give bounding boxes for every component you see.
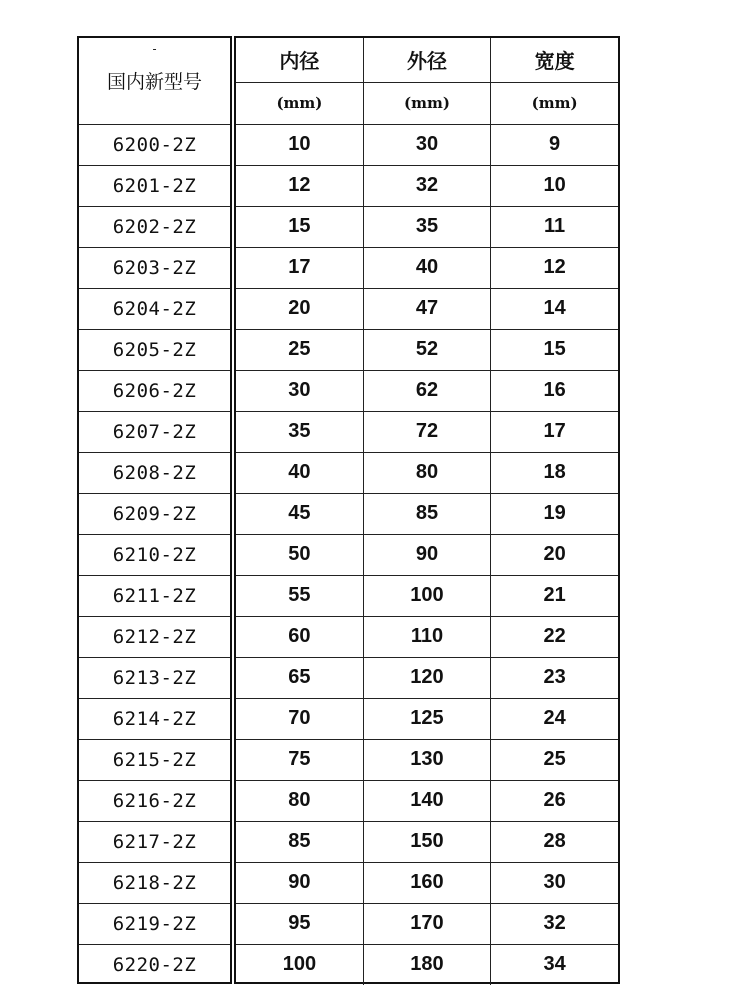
model-cell: 6207-2Z <box>79 411 230 452</box>
model-cell: 6217-2Z <box>79 821 230 862</box>
width-cell: 34 <box>491 944 618 985</box>
model-cell: 6215-2Z <box>79 739 230 780</box>
model-cell: 6216-2Z <box>79 780 230 821</box>
table-row <box>79 370 230 411</box>
width-header: 宽度 <box>491 38 618 82</box>
inner-diameter-cell: 60 <box>236 616 363 657</box>
inner-diameter-cell: 35 <box>236 411 363 452</box>
width-cell: 23 <box>491 657 618 698</box>
width-cell: 24 <box>491 698 618 739</box>
table-row <box>236 657 618 698</box>
table-row <box>236 452 618 493</box>
outer-diameter-header: 外径 <box>363 38 490 82</box>
width-cell: 19 <box>491 493 618 534</box>
table-row <box>236 780 618 821</box>
outer-diameter-cell: 100 <box>363 575 490 616</box>
outer-diameter-unit: (mm) <box>363 82 490 124</box>
outer-diameter-cell: 170 <box>363 903 490 944</box>
table-row <box>236 862 618 903</box>
outer-diameter-cell: 90 <box>363 534 490 575</box>
unit-header-row <box>236 82 618 124</box>
outer-diameter-cell: 40 <box>363 247 490 288</box>
width-cell: 20 <box>491 534 618 575</box>
width-cell: 18 <box>491 452 618 493</box>
table-row <box>79 739 230 780</box>
model-header-row <box>79 38 230 124</box>
model-cell: 6212-2Z <box>79 616 230 657</box>
table-row <box>79 534 230 575</box>
outer-diameter-cell: 47 <box>363 288 490 329</box>
table-row <box>236 739 618 780</box>
outer-diameter-cell: 52 <box>363 329 490 370</box>
model-cell: 6213-2Z <box>79 657 230 698</box>
table-row <box>79 288 230 329</box>
model-cell: 6214-2Z <box>79 698 230 739</box>
outer-diameter-cell: 140 <box>363 780 490 821</box>
inner-diameter-cell: 30 <box>236 370 363 411</box>
table-row <box>236 575 618 616</box>
table-row <box>236 616 618 657</box>
outer-diameter-cell: 62 <box>363 370 490 411</box>
table-row <box>236 329 618 370</box>
inner-diameter-unit: (mm) <box>236 82 363 124</box>
outer-diameter-cell: 125 <box>363 698 490 739</box>
model-cell: 6200-2Z <box>79 124 230 165</box>
width-cell: 26 <box>491 780 618 821</box>
table-row <box>79 329 230 370</box>
model-cell: 6202-2Z <box>79 206 230 247</box>
model-cell: 6209-2Z <box>79 493 230 534</box>
outer-diameter-cell: 130 <box>363 739 490 780</box>
model-cell: 6210-2Z <box>79 534 230 575</box>
table-row <box>79 165 230 206</box>
table-row <box>236 165 618 206</box>
inner-diameter-cell: 80 <box>236 780 363 821</box>
dimension-columns-block <box>234 36 620 984</box>
width-cell: 22 <box>491 616 618 657</box>
model-cell: 6220-2Z <box>79 944 230 985</box>
inner-diameter-cell: 25 <box>236 329 363 370</box>
inner-diameter-cell: 70 <box>236 698 363 739</box>
width-cell: 28 <box>491 821 618 862</box>
table-row <box>236 247 618 288</box>
inner-diameter-cell: 10 <box>236 124 363 165</box>
model-table <box>79 38 230 985</box>
inner-diameter-cell: 100 <box>236 944 363 985</box>
width-cell: 9 <box>491 124 618 165</box>
width-cell: 12 <box>491 247 618 288</box>
table-row <box>236 411 618 452</box>
width-cell: 16 <box>491 370 618 411</box>
table-row <box>236 821 618 862</box>
outer-diameter-cell: 160 <box>363 862 490 903</box>
table-row <box>79 616 230 657</box>
inner-diameter-cell: 20 <box>236 288 363 329</box>
table-row <box>236 493 618 534</box>
inner-diameter-cell: 85 <box>236 821 363 862</box>
width-cell: 21 <box>491 575 618 616</box>
bearing-spec-table <box>77 36 620 984</box>
outer-diameter-cell: 150 <box>363 821 490 862</box>
model-cell: 6205-2Z <box>79 329 230 370</box>
width-cell: 32 <box>491 903 618 944</box>
inner-diameter-cell: 65 <box>236 657 363 698</box>
width-cell: 17 <box>491 411 618 452</box>
outer-diameter-cell: 32 <box>363 165 490 206</box>
model-cell: 6204-2Z <box>79 288 230 329</box>
outer-diameter-cell: 110 <box>363 616 490 657</box>
outer-diameter-cell: 180 <box>363 944 490 985</box>
table-row <box>79 903 230 944</box>
table-row <box>236 698 618 739</box>
outer-diameter-cell: 80 <box>363 452 490 493</box>
table-row <box>79 780 230 821</box>
table-row <box>79 821 230 862</box>
table-row <box>79 657 230 698</box>
outer-diameter-cell: 85 <box>363 493 490 534</box>
width-cell: 30 <box>491 862 618 903</box>
outer-diameter-cell: 30 <box>363 124 490 165</box>
width-cell: 15 <box>491 329 618 370</box>
model-cell: 6203-2Z <box>79 247 230 288</box>
inner-diameter-cell: 75 <box>236 739 363 780</box>
model-cell: 6211-2Z <box>79 575 230 616</box>
table-row <box>79 575 230 616</box>
model-cell: 6206-2Z <box>79 370 230 411</box>
outer-diameter-cell: 120 <box>363 657 490 698</box>
table-row <box>236 206 618 247</box>
inner-diameter-cell: 15 <box>236 206 363 247</box>
table-row <box>79 452 230 493</box>
outer-diameter-cell: 35 <box>363 206 490 247</box>
table-row <box>236 370 618 411</box>
table-row <box>79 411 230 452</box>
width-unit: (mm) <box>491 82 618 124</box>
inner-diameter-cell: 45 <box>236 493 363 534</box>
table-row <box>79 124 230 165</box>
table-row <box>236 288 618 329</box>
model-column-block <box>77 36 232 984</box>
table-row <box>236 903 618 944</box>
inner-diameter-cell: 12 <box>236 165 363 206</box>
inner-diameter-cell: 40 <box>236 452 363 493</box>
width-cell: 10 <box>491 165 618 206</box>
inner-diameter-cell: 17 <box>236 247 363 288</box>
model-cell: 6208-2Z <box>79 452 230 493</box>
inner-diameter-cell: 90 <box>236 862 363 903</box>
width-cell: 14 <box>491 288 618 329</box>
width-cell: 25 <box>491 739 618 780</box>
inner-diameter-header: 内径 <box>236 38 363 82</box>
table-row <box>79 206 230 247</box>
table-row <box>236 534 618 575</box>
inner-diameter-cell: 95 <box>236 903 363 944</box>
table-row <box>236 944 618 985</box>
table-row <box>79 247 230 288</box>
dimension-table <box>236 38 618 985</box>
table-row <box>79 862 230 903</box>
outer-diameter-cell: 72 <box>363 411 490 452</box>
width-cell: 11 <box>491 206 618 247</box>
table-row <box>236 124 618 165</box>
inner-diameter-cell: 50 <box>236 534 363 575</box>
table-row <box>79 944 230 985</box>
model-column-header <box>79 38 230 124</box>
inner-diameter-cell: 55 <box>236 575 363 616</box>
model-cell: 6219-2Z <box>79 903 230 944</box>
table-row <box>79 698 230 739</box>
dimension-header-row <box>236 38 618 82</box>
table-row <box>79 493 230 534</box>
model-cell: 6218-2Z <box>79 862 230 903</box>
model-column-title: 国内新型号 <box>106 71 202 94</box>
model-cell: 6201-2Z <box>79 165 230 206</box>
header-mark: - <box>152 42 157 56</box>
